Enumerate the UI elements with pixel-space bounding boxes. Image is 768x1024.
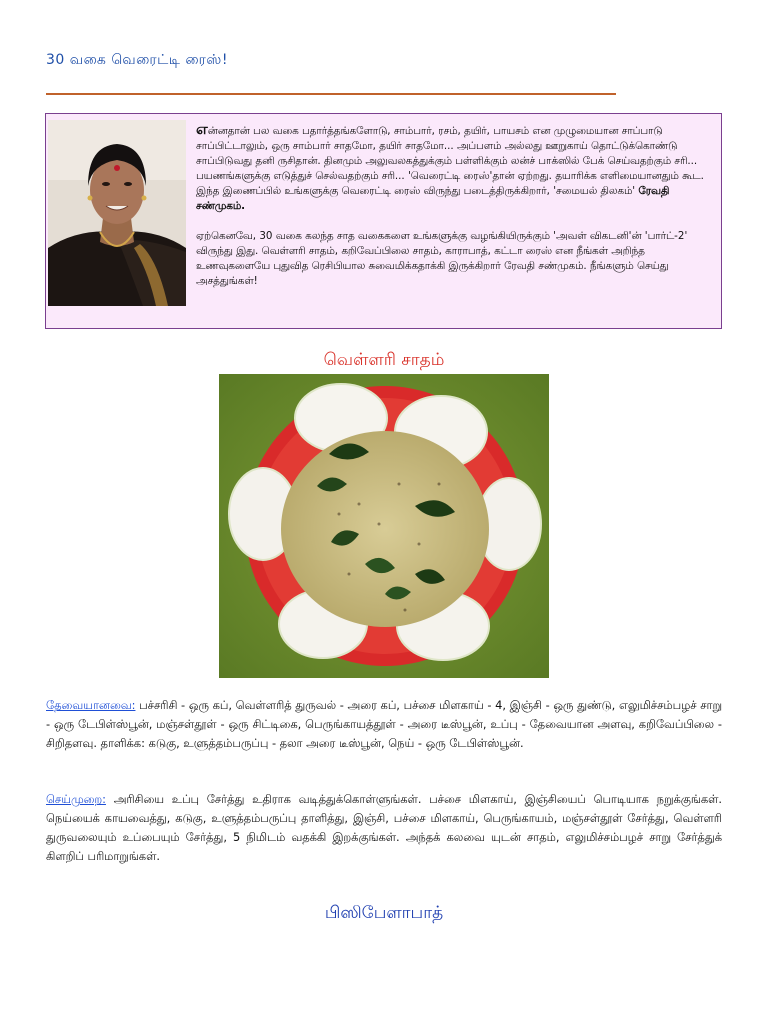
- intro-text: [196, 122, 718, 289]
- intro-box: [45, 113, 722, 329]
- method-paragraph: [46, 790, 722, 866]
- method-text: அரிசியை உப்பு சேர்த்து உதிராக வடித்துக்கொள்ளுங்கள். பச்சை மிளகாய், இஞ்சியைப் பொடியாக நறுக்குங்கள். நெய்யைக் காயவைத்து, கடுகு, உளுத்தம்பருப்பு தாளித்து, இஞ்சி, பச்சை மிளகாய், பெருங்காயம், மஞ்சள்தூள் சேர்த்து, வெள்ளரி துருவலையும் உப்பையும் சேர்த்து, 5 நிமிடம் வதக்கி இறக்குங்கள். அந்தக் கலவை யுடன் சாதம், எலுமிச்சம்பழச் சாறு சேர்த்துக் கிளறிப் பரிமாறுங்கள்.: [46, 792, 723, 863]
- author-photo: [48, 120, 186, 306]
- ingredients-label: தேவையானவை:: [46, 698, 136, 712]
- title-divider: [46, 93, 616, 95]
- page-title: 30 வகை வெரைட்டி ரைஸ்!: [46, 52, 228, 68]
- recipe-title-bisibelebath: பிஸிபேளாபாத்: [324, 903, 444, 923]
- recipe-title-vellari-sadam: வெள்ளரி சாதம்: [323, 350, 445, 370]
- ingredients-text: பச்சரிசி - ஒரு கப், வெள்ளரித் துருவல் - அரை கப், பச்சை மிளகாய் - 4, இஞ்சி - ஒரு துண்டு, எலுமிச்சம்பழச் சாறு - ஒரு டேபிள்ஸ்பூன், மஞ்சள்தூள் - ஒரு சிட்டிகை, பெருங்காயத்தூள் - அரை டீஸ்பூன், உப்பு - தேவையான அளவு, கறிவேப்பிலை - சிறிதளவு. தாளிக்க: கடுகு, உளுத்தம்பருப்பு - தலா அரை டீஸ்பூன், நெய் - ஒரு டேபிள்ஸ்பூன்.: [46, 698, 722, 750]
- intro-paragraph-2: ஏற்கெனவே, 30 வகை கலந்த சாத வகைகளை உங்களுக்கு வழங்கியிருக்கும் 'அவள் விகடனி'ன் 'பார்ட்-2' விருந்து இது. வெள்ளரி சாதம், கறிவேப்பிலை சாதம், காராபாத், கட்டா ரைஸ் என நீங்கள் அறிந்த உணவுகளையே புதுவித ரெசிபியால சுவைமிக்கதாக்கி இருக்கிறார் ரேவதி சண்முகம். நீங்களும் செய்து அசத்துங்கள்!: [196, 230, 688, 287]
- dish-photo: [219, 374, 549, 678]
- author-name: ரேவதி சண்முகம்.: [196, 185, 670, 212]
- intro-paragraph-1-text: ன்னதான் பல வகை பதார்த்தங்களோடு, சாம்பார், ரசம், தயிர், பாயசம் என முழுமையான சாப்பாடு சாப்பிட்டாலும், ஒரு சாம்பார் சாதமோ, தயிர் சாதமோ... அப்பளம் அல்லது ஊறுகாய் தொட்டுக்கொண்டு சாப்பிடுவது தனி ருசிதான். தினமும் அலுவலகத்துக்கும் பள்ளிக்கும் லன்ச் பாக்ஸில் பேக் செய்வதற்கும் சரி... பயணங்களுக்கு எடுத்துச் செல்வதற்கும் சரி... 'வெரைட்டி ரைஸ்'தான் ஏற்றது. தயாரிக்க எளிமையானதும் கூட. இந்த இணைப்பில் உங்களுக்கு வெரைட்டி ரைஸ் விருந்து படைத்திருக்கிறார், 'சமையல் திலகம்': [196, 125, 704, 197]
- intro-dropcap: எ: [196, 120, 208, 138]
- ingredients-paragraph: [46, 696, 722, 753]
- intro-paragraph-1: [196, 122, 718, 214]
- method-label: செய்முறை:: [46, 792, 106, 806]
